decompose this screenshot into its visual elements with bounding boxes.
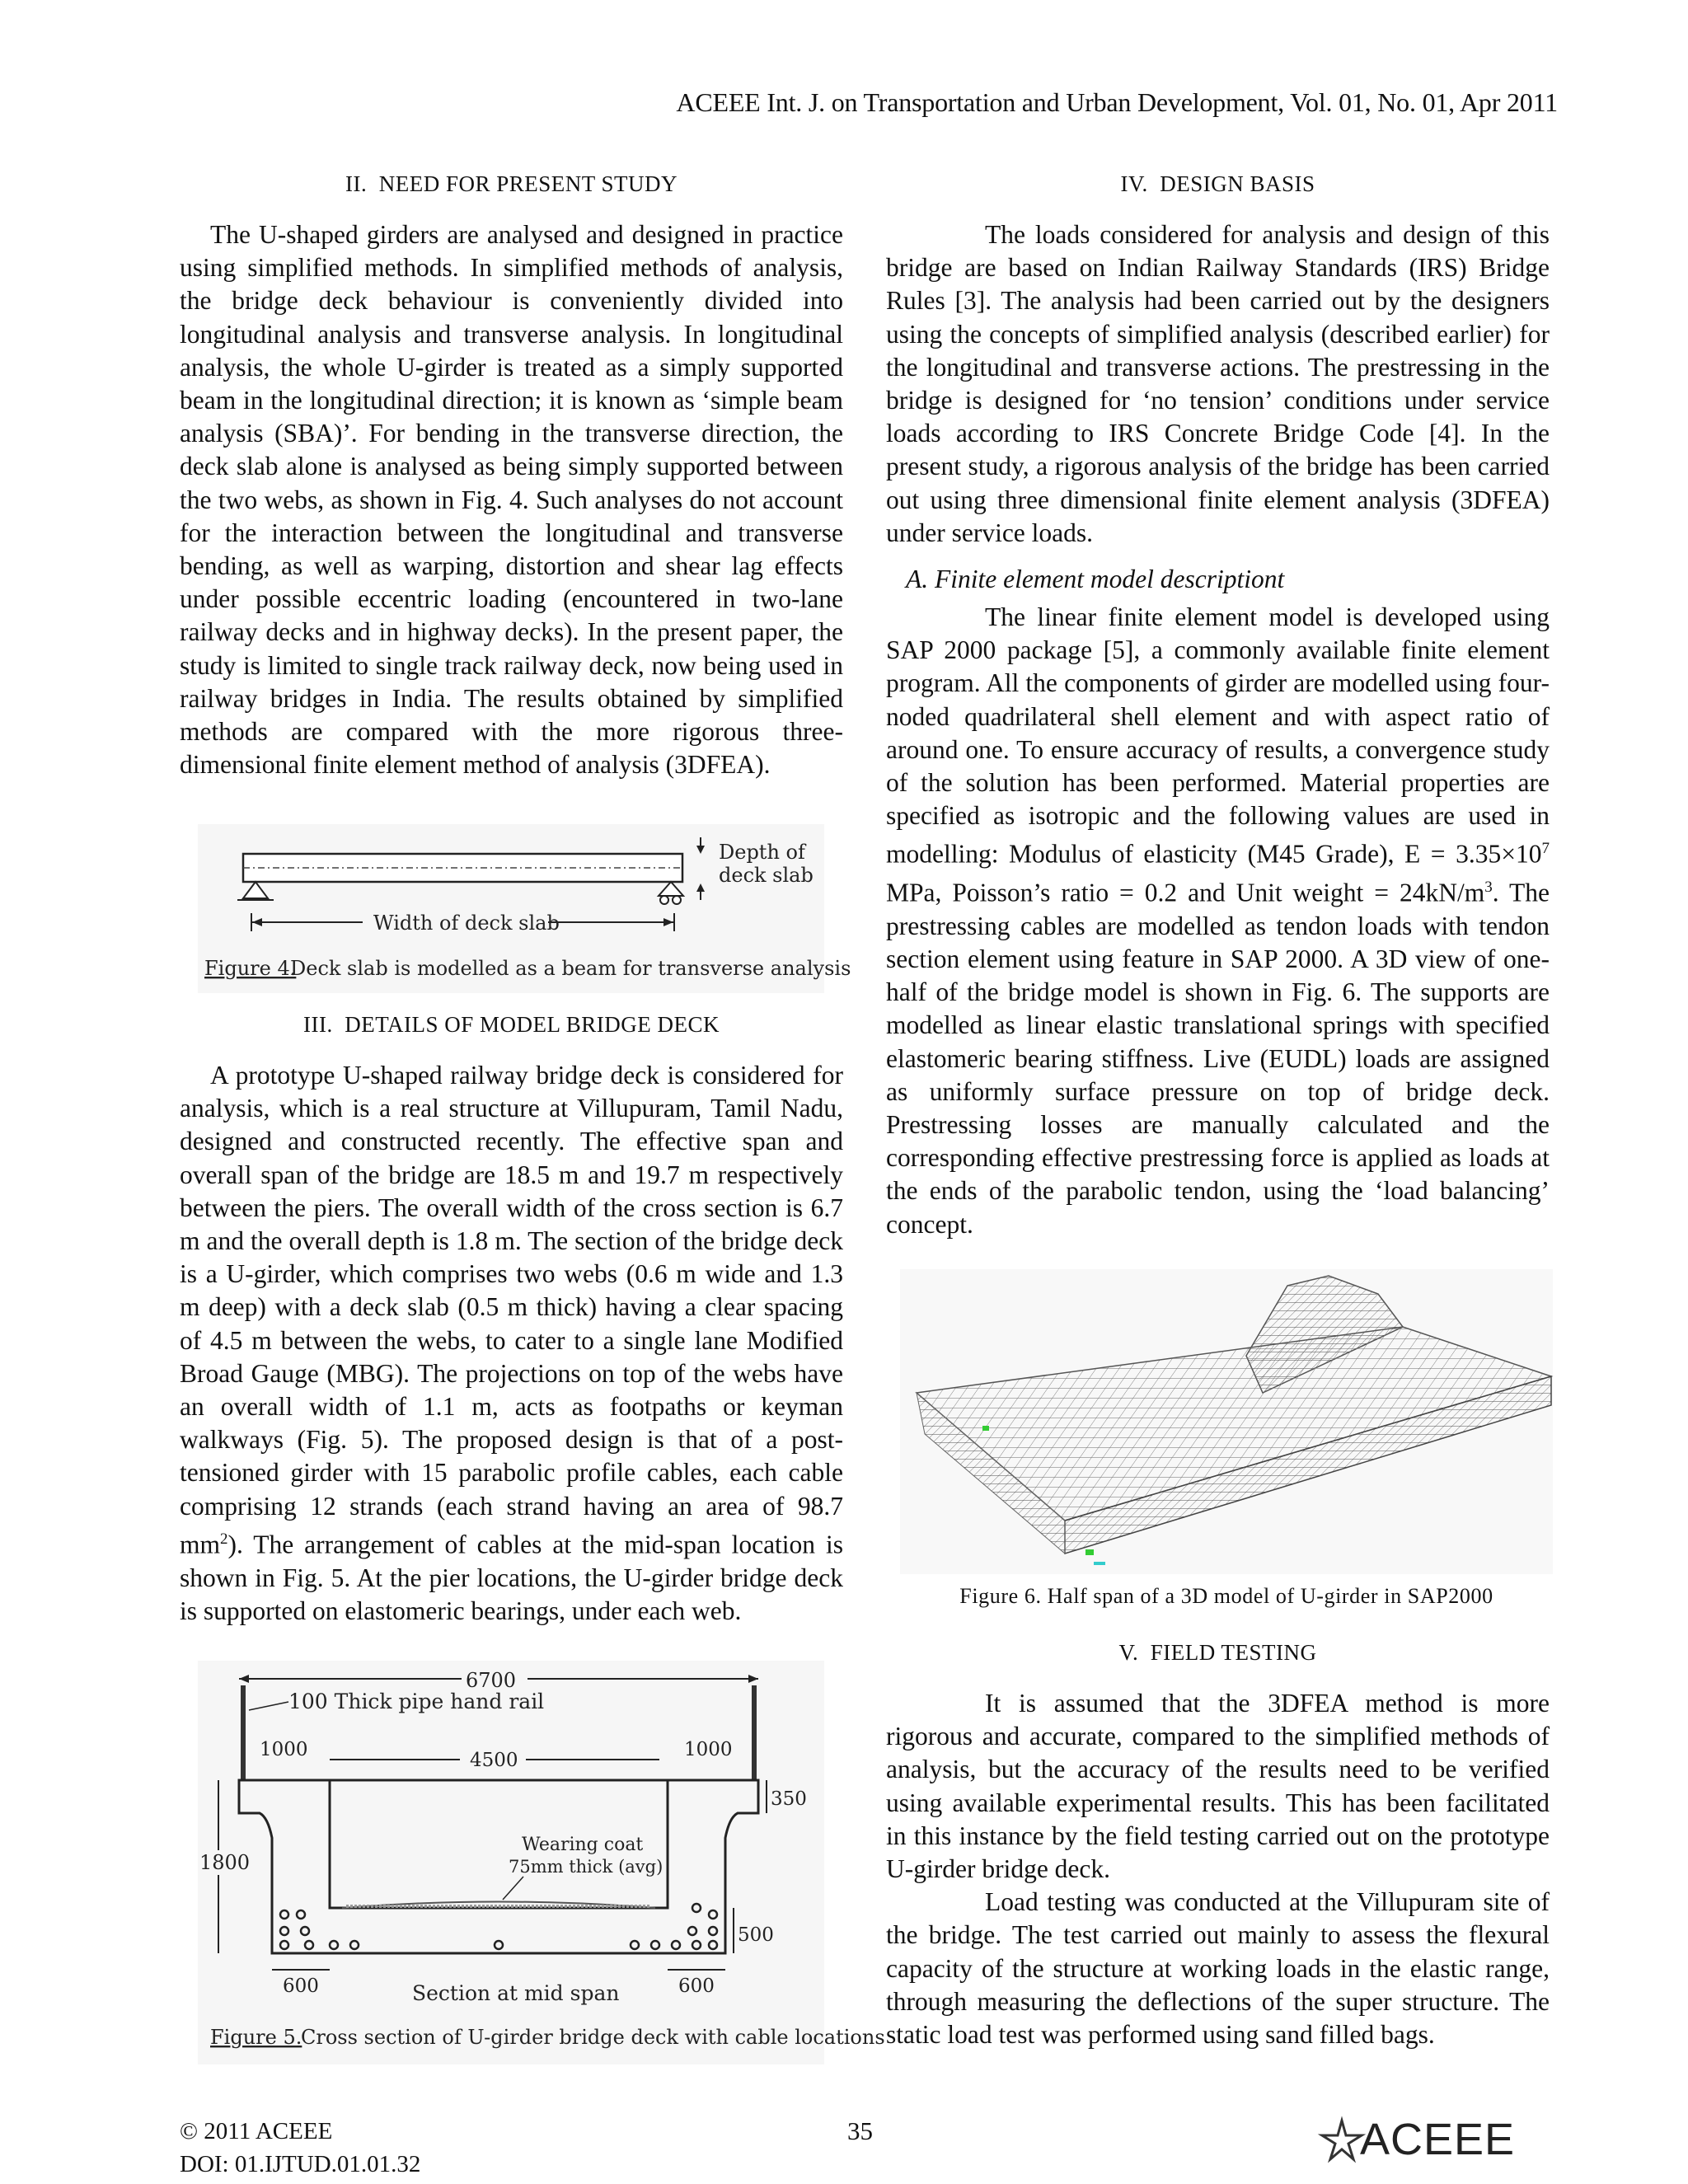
figure-5 (198, 1661, 885, 2064)
text-part: The linear finite element model is developed using SAP 2000 package [5], a commonly available finite element program. All the components of girder are modelled using four-noded quadrilateral shell element and with aspect ratio of around one. To ensure accuracy of results, a convergence study of the solution has been performed. Material properties are specified as isotropic and the following values are used in modelling: Modulus of elasticity (M45 Grade), E = 3.35×10 (886, 602, 1550, 869)
dim-1000-left: 1000 (260, 1739, 308, 1760)
journal-header: ACEEE Int. J. on Transportation and Urban Development, Vol. 01, No. 01, Apr 2011 (676, 87, 1558, 117)
star-icon (1317, 2116, 1367, 2165)
dim-4500: 4500 (470, 1750, 518, 1771)
dim-600-left: 600 (283, 1975, 319, 1997)
label-depth-line2: deck slab (719, 864, 814, 887)
support-spring-marker (982, 1426, 989, 1431)
paragraph-field-testing-2: Load testing was conducted at the Villupuram site of the bridge. The test carried out mainly to assess the flexural capacity of the structure at working loads in the elastic range, through measuring the deflections of the super structure. The static load test was performed using sand filled bags. (886, 1887, 1550, 2050)
label-width: Width of deck slab (373, 912, 560, 935)
superscript: 2 (220, 1530, 228, 1548)
section-number: V. (1118, 1640, 1139, 1665)
support-spring-marker (1085, 1549, 1094, 1555)
paragraph-bridge-details (180, 1059, 843, 1628)
text-part: ). The arrangement of cables at the mid-span location is shown in Fig. 5. At the pier locations, the U-girder bridge deck is supported on elastomeric bearings, under each web. (180, 1530, 843, 1625)
label-wearing-coat-1: Wearing coat (522, 1835, 644, 1855)
subsection-heading-a: A. Finite element model descriptiont (906, 565, 1285, 594)
dim-1000-right: 1000 (684, 1739, 733, 1760)
section-title: NEED FOR PRESENT STUDY (378, 171, 678, 196)
section-number: II. (345, 171, 368, 196)
section-heading-2 (180, 171, 843, 197)
figure-4-number: Figure 4. (204, 957, 297, 980)
right-column-lower (886, 1640, 1550, 2051)
footer-copyright: © 2011 ACEEE (180, 2118, 333, 2144)
label-wearing-coat-2: 75mm thick (avg) (509, 1857, 663, 1877)
roller-wheel-1 (660, 896, 668, 904)
section-heading-3 (180, 1012, 843, 1038)
left-column (180, 171, 843, 781)
dim-500: 500 (738, 1924, 774, 1946)
figure-4-caption: Deck slab is modelled as a beam for transverse analysis (290, 957, 851, 980)
label-section-mid-span: Section at mid span (412, 1981, 620, 2005)
section-number: III. (302, 1012, 333, 1037)
figure-6 (900, 1269, 1553, 1574)
section-title: DESIGN BASIS (1160, 171, 1315, 196)
figure-6-caption: Figure 6. Half span of a 3D model of U-girder in SAP2000 (959, 1584, 1493, 1608)
figure-5-drawing (198, 1661, 885, 2064)
support-spring-marker (1094, 1562, 1105, 1565)
page-number: 35 (847, 2116, 873, 2145)
figure-6-mesh (900, 1269, 1553, 1574)
section-title: FIELD TESTING (1150, 1640, 1317, 1665)
paragraph-design-basis: The loads considered for analysis and design of this bridge are based on Indian Railway Standards (IRS) Bridge Rules [3]. The analysis had been carried out by the designers using the concepts of simplified analysis (described earlier) for the longitudinal and transverse actions. The prestressing in the bridge is designed for ‘no tension’ conditions under service loads according to IRS Concrete Bridge Code [4]. In the present study, a rigorous analysis of the bridge has been carried out using three dimensional finite element analysis (3DFEA) under service loads. (886, 220, 1550, 547)
label-handrail: 100 Thick pipe hand rail (288, 1690, 545, 1713)
left-column-lower (180, 1012, 843, 1628)
dim-350: 350 (771, 1788, 807, 1810)
logo-text: ACEEE (1360, 2115, 1516, 2164)
dim-1800: 1800 (199, 1851, 251, 1874)
text-part: MPa, Poisson’s ratio = 0.2 and Unit weight = 24kN/m (886, 878, 1485, 907)
figure-4-drawing (198, 824, 851, 993)
section-heading-5 (886, 1640, 1550, 1666)
text-part: . The prestressing cables are modelled as tendon loads with tendon section element using feature in SAP 2000. A 3D view of one-half of the bridge model is shown in Fig. 6. The supports are modelled as linear elastic translational springs with specified elastomeric bearing stiffness. Live (EUDL) loads are assigned as uniformly surface pressure on top of bridge deck. Prestressing losses are manually calculated and the corresponding effective prestressing force is applied as loads at the ends of the parabolic tendon, using the ‘load balancing’ concept. (886, 878, 1550, 1239)
paragraph-fe-model (886, 601, 1550, 1241)
footer-doi: DOI: 01.IJTUD.01.01.32 (180, 2151, 421, 2177)
section-title: DETAILS OF MODEL BRIDGE DECK (345, 1012, 720, 1037)
superscript: 7 (1541, 840, 1550, 858)
right-column (886, 171, 1550, 1241)
aceee-logo (1317, 2114, 1556, 2163)
paragraph-field-testing-1: It is assumed that the 3DFEA method is more rigorous and accurate, compared to the simplified methods of analysis, but the accuracy of the results need to be verified using available experimental results. This has been facilitated in this instance by the field testing carried out on the prototype U-girder bridge deck. (886, 1689, 1550, 1884)
dim-6700: 6700 (466, 1669, 517, 1692)
figure-5-caption: Cross section of U-girder bridge deck with cable locations (301, 2026, 885, 2049)
section-number: IV. (1120, 171, 1148, 196)
text-part: A prototype U-shaped railway bridge deck is considered for analysis, which is a real structure at Villupuram, Tamil Nadu, designed and constructed recently. The effective span and overall span of the bridge are 18.5 m and 19.7 m respectively between the piers. The overall width of the cross section is 6.7 m and the overall depth is 1.8 m. The section of the bridge deck is a U-girder, which comprises two webs (0.6 m wide and 1.3 m deep) with a deck slab (0.5 m thick) having a clear spacing of 4.5 m between the webs, to cater to a single lane Modified Broad Gauge (MBG). The projections on top of the webs have an overall width of 1.1 m, acts as footpaths or keyman walkways (Fig. 5). The proposed design is that of a post-tensioned girder with 15 parabolic profile cables, each cable comprising 12 strands (each strand having an area of 98.7 mm (180, 1061, 843, 1559)
dim-600-right: 600 (678, 1975, 715, 1997)
section-heading-4 (886, 171, 1550, 197)
paragraph-need-study: The U-shaped girders are analysed and designed in practice using simplified methods. In simplified methods of analysis, the bridge deck behaviour is conveniently divided into longitudinal analysis and transverse analysis. In longitudinal analysis, the whole U-girder is treated as a simply supported beam in the longitudinal direction; it is known as ‘simple beam analysis (SBA)’. For bending in the transverse direction, the deck slab alone is analysed as being simply supported between the two webs, as shown in Fig. 4. Such analyses do not account for the interaction between the longitudinal and transverse bending, as well as warping, distortion and shear lag effects under possible eccentric loading (encountered in two-lane railway decks and in highway decks). In the present paper, the study is limited to single track railway deck, now being used in railway bridges in India. The results obtained by simplified methods are compared with the more rigorous three-dimensional finite element method of analysis (3DFEA). (180, 220, 843, 780)
figure-4 (198, 824, 851, 993)
roller-wheel-2 (673, 896, 681, 904)
figure-5-number: Figure 5. (210, 2026, 302, 2049)
superscript: 3 (1484, 879, 1493, 897)
label-depth-line1: Depth of (719, 841, 805, 864)
